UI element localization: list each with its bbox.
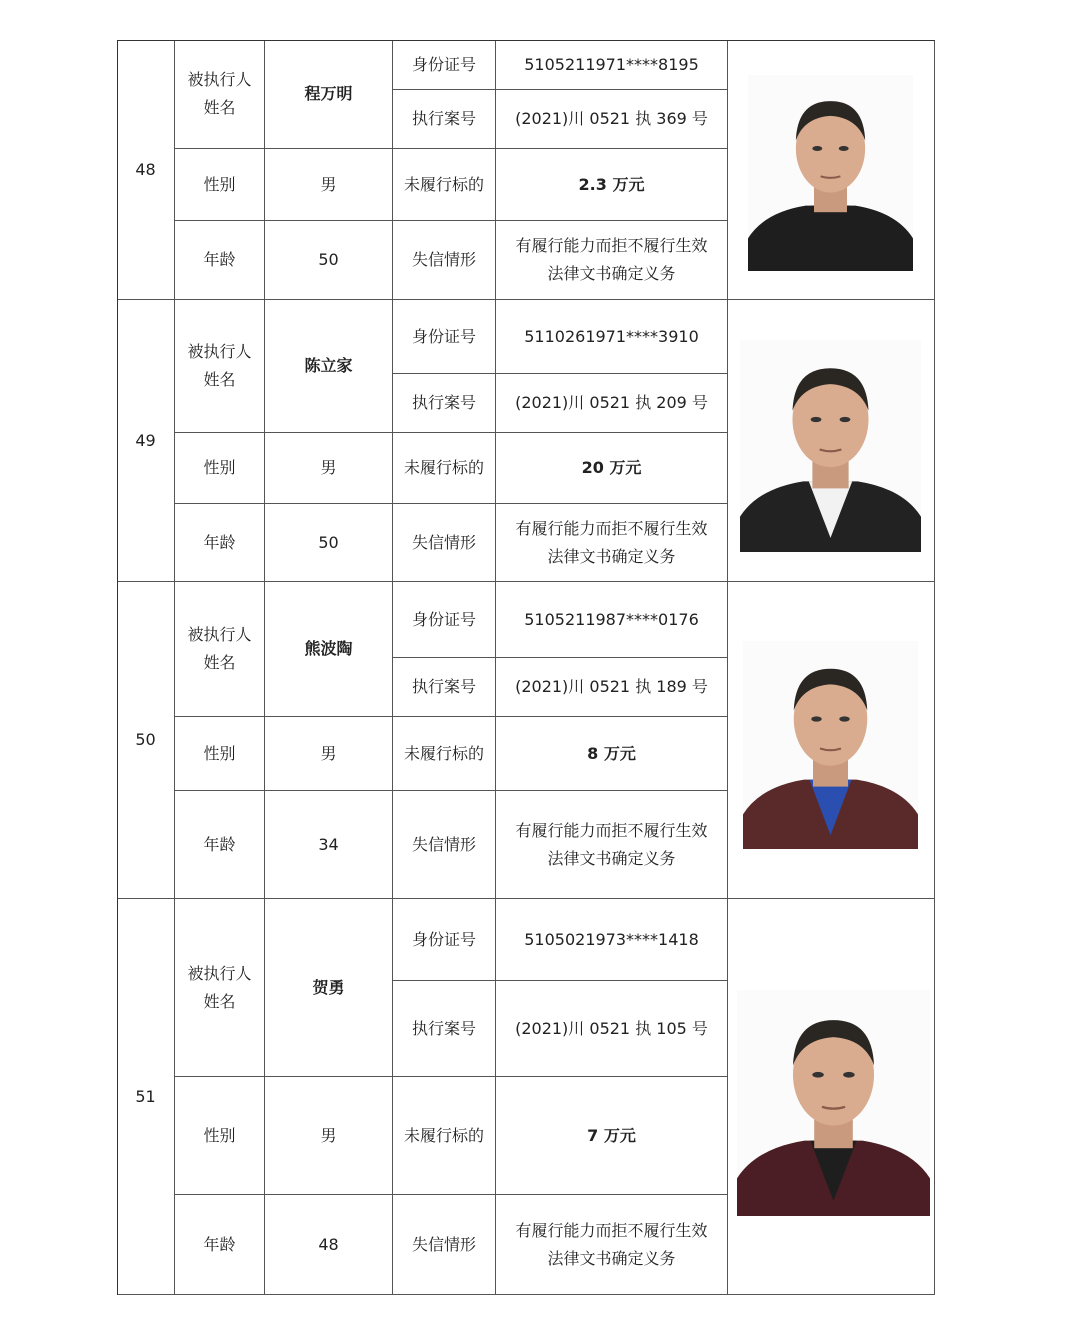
amount-label-text: 未履行标的: [403, 458, 484, 477]
case-value: [496, 658, 728, 717]
id-label-text: 身份证号: [411, 929, 476, 949]
amount-label-text: 未履行标的: [403, 743, 484, 763]
name-value-text: 程万明: [304, 84, 353, 103]
name-label: [175, 40, 265, 149]
amount-value: [496, 433, 728, 504]
name-label: [175, 899, 265, 1077]
situation-value: [496, 1195, 728, 1295]
situation-value: [496, 221, 728, 300]
age-label: [175, 504, 265, 582]
age-value-text: 50: [318, 532, 339, 552]
id-value: [496, 300, 728, 374]
amount-value-text: 2.3 万元: [578, 174, 645, 194]
age-label-text: 年龄: [203, 834, 236, 854]
name-value-text: 熊波陶: [304, 639, 353, 658]
id-value-text: 5105211987****0176: [524, 609, 699, 629]
name-label-text: 被执行人 姓名: [187, 342, 252, 389]
age-label: [175, 1195, 265, 1295]
id-label-text: 身份证号: [411, 609, 476, 629]
record-number: [117, 899, 175, 1295]
case-label-text: 执行案号: [411, 677, 476, 696]
amount-label: [393, 149, 496, 221]
name-value: [265, 40, 393, 149]
age-value-text: 34: [318, 834, 339, 854]
situation-label: [393, 791, 496, 899]
age-value: [265, 791, 393, 899]
id-label-text: 身份证号: [411, 54, 476, 74]
record-number-text: 51: [135, 1086, 156, 1106]
case-label-text: 执行案号: [411, 1018, 476, 1038]
case-label: [393, 658, 496, 717]
amount-label-text: 未履行标的: [403, 1125, 484, 1145]
gender-value: [265, 1077, 393, 1195]
id-value: [496, 899, 728, 981]
age-label-text: 年龄: [203, 532, 236, 552]
id-label: [393, 40, 496, 90]
name-label: [175, 300, 265, 433]
name-value: [265, 300, 393, 433]
gender-label-text: 性别: [203, 1125, 236, 1145]
id-value: [496, 40, 728, 90]
gender-value-text: 男: [320, 1125, 337, 1145]
name-value-text: 贺勇: [312, 977, 345, 997]
gender-value-text: 男: [320, 174, 337, 194]
situation-value-text: 有履行能力而拒不履行生效 法律文书确定义务: [515, 820, 708, 868]
gender-label-text: 性别: [203, 174, 236, 194]
case-value: [496, 90, 728, 149]
id-value-text: 5105211971****8195: [524, 54, 699, 74]
portrait-photo: [737, 990, 930, 1216]
case-value-text: (2021)川 0521 执 369 号: [515, 109, 708, 128]
name-label-text: 被执行人 姓名: [187, 963, 252, 1011]
record-number: [117, 40, 175, 300]
record-number-text: 49: [135, 430, 156, 450]
age-value: [265, 504, 393, 582]
situation-label-text: 失信情形: [411, 834, 476, 854]
case-value: [496, 374, 728, 433]
portrait-photo: [748, 75, 913, 271]
situation-value: [496, 504, 728, 582]
portrait-photo: [740, 340, 921, 552]
age-value-text: 48: [318, 1234, 339, 1254]
case-value-text: (2021)川 0521 执 105 号: [515, 1018, 708, 1038]
name-label-text: 被执行人 姓名: [187, 625, 252, 672]
age-value: [265, 221, 393, 300]
name-value: [265, 582, 393, 717]
amount-value-text: 7 万元: [587, 1125, 636, 1145]
gender-value: [265, 717, 393, 791]
case-label-text: 执行案号: [411, 109, 476, 128]
gender-value: [265, 433, 393, 504]
id-value: [496, 582, 728, 658]
name-value-text: 陈立家: [304, 356, 353, 375]
case-value-text: (2021)川 0521 执 189 号: [515, 677, 708, 696]
case-label-text: 执行案号: [411, 393, 476, 412]
record-number: [117, 300, 175, 582]
case-value-text: (2021)川 0521 执 209 号: [515, 393, 708, 412]
id-label-text: 身份证号: [411, 326, 476, 346]
amount-label: [393, 717, 496, 791]
age-label: [175, 791, 265, 899]
id-label: [393, 899, 496, 981]
case-label: [393, 981, 496, 1077]
gender-value: [265, 149, 393, 221]
id-label: [393, 300, 496, 374]
situation-value: [496, 791, 728, 899]
case-value: [496, 981, 728, 1077]
age-value: [265, 1195, 393, 1295]
amount-label: [393, 1077, 496, 1195]
gender-label-text: 性别: [203, 458, 236, 477]
id-label: [393, 582, 496, 658]
id-value-text: 5110261971****3910: [524, 326, 699, 346]
gender-value-text: 男: [320, 743, 337, 763]
situation-label: [393, 504, 496, 582]
situation-value-text: 有履行能力而拒不履行生效 法律文书确定义务: [515, 236, 708, 283]
age-value-text: 50: [318, 250, 339, 269]
amount-value: [496, 1077, 728, 1195]
record-number: [117, 582, 175, 899]
situation-label: [393, 1195, 496, 1295]
portrait-photo: [743, 641, 918, 849]
gender-label: [175, 149, 265, 221]
case-label: [393, 90, 496, 149]
record-number-text: 50: [135, 730, 156, 749]
age-label-text: 年龄: [203, 250, 236, 269]
situation-label-text: 失信情形: [411, 532, 476, 552]
record-number-text: 48: [135, 159, 156, 179]
gender-value-text: 男: [320, 458, 337, 477]
name-label-text: 被执行人 姓名: [187, 70, 252, 117]
amount-label-text: 未履行标的: [403, 174, 484, 194]
situation-value-text: 有履行能力而拒不履行生效 法律文书确定义务: [515, 1220, 708, 1268]
name-label: [175, 582, 265, 717]
gender-label: [175, 717, 265, 791]
amount-value: [496, 717, 728, 791]
situation-value-text: 有履行能力而拒不履行生效 法律文书确定义务: [515, 518, 708, 566]
amount-label: [393, 433, 496, 504]
age-label-text: 年龄: [203, 1234, 236, 1254]
id-value-text: 5105021973****1418: [524, 929, 699, 949]
situation-label-text: 失信情形: [411, 1234, 476, 1254]
amount-value-text: 20 万元: [581, 458, 642, 477]
situation-label: [393, 221, 496, 300]
name-value: [265, 899, 393, 1077]
age-label: [175, 221, 265, 300]
case-label: [393, 374, 496, 433]
amount-value-text: 8 万元: [587, 743, 636, 763]
gender-label: [175, 1077, 265, 1195]
situation-label-text: 失信情形: [411, 250, 476, 269]
amount-value: [496, 149, 728, 221]
gender-label-text: 性别: [203, 743, 236, 763]
gender-label: [175, 433, 265, 504]
